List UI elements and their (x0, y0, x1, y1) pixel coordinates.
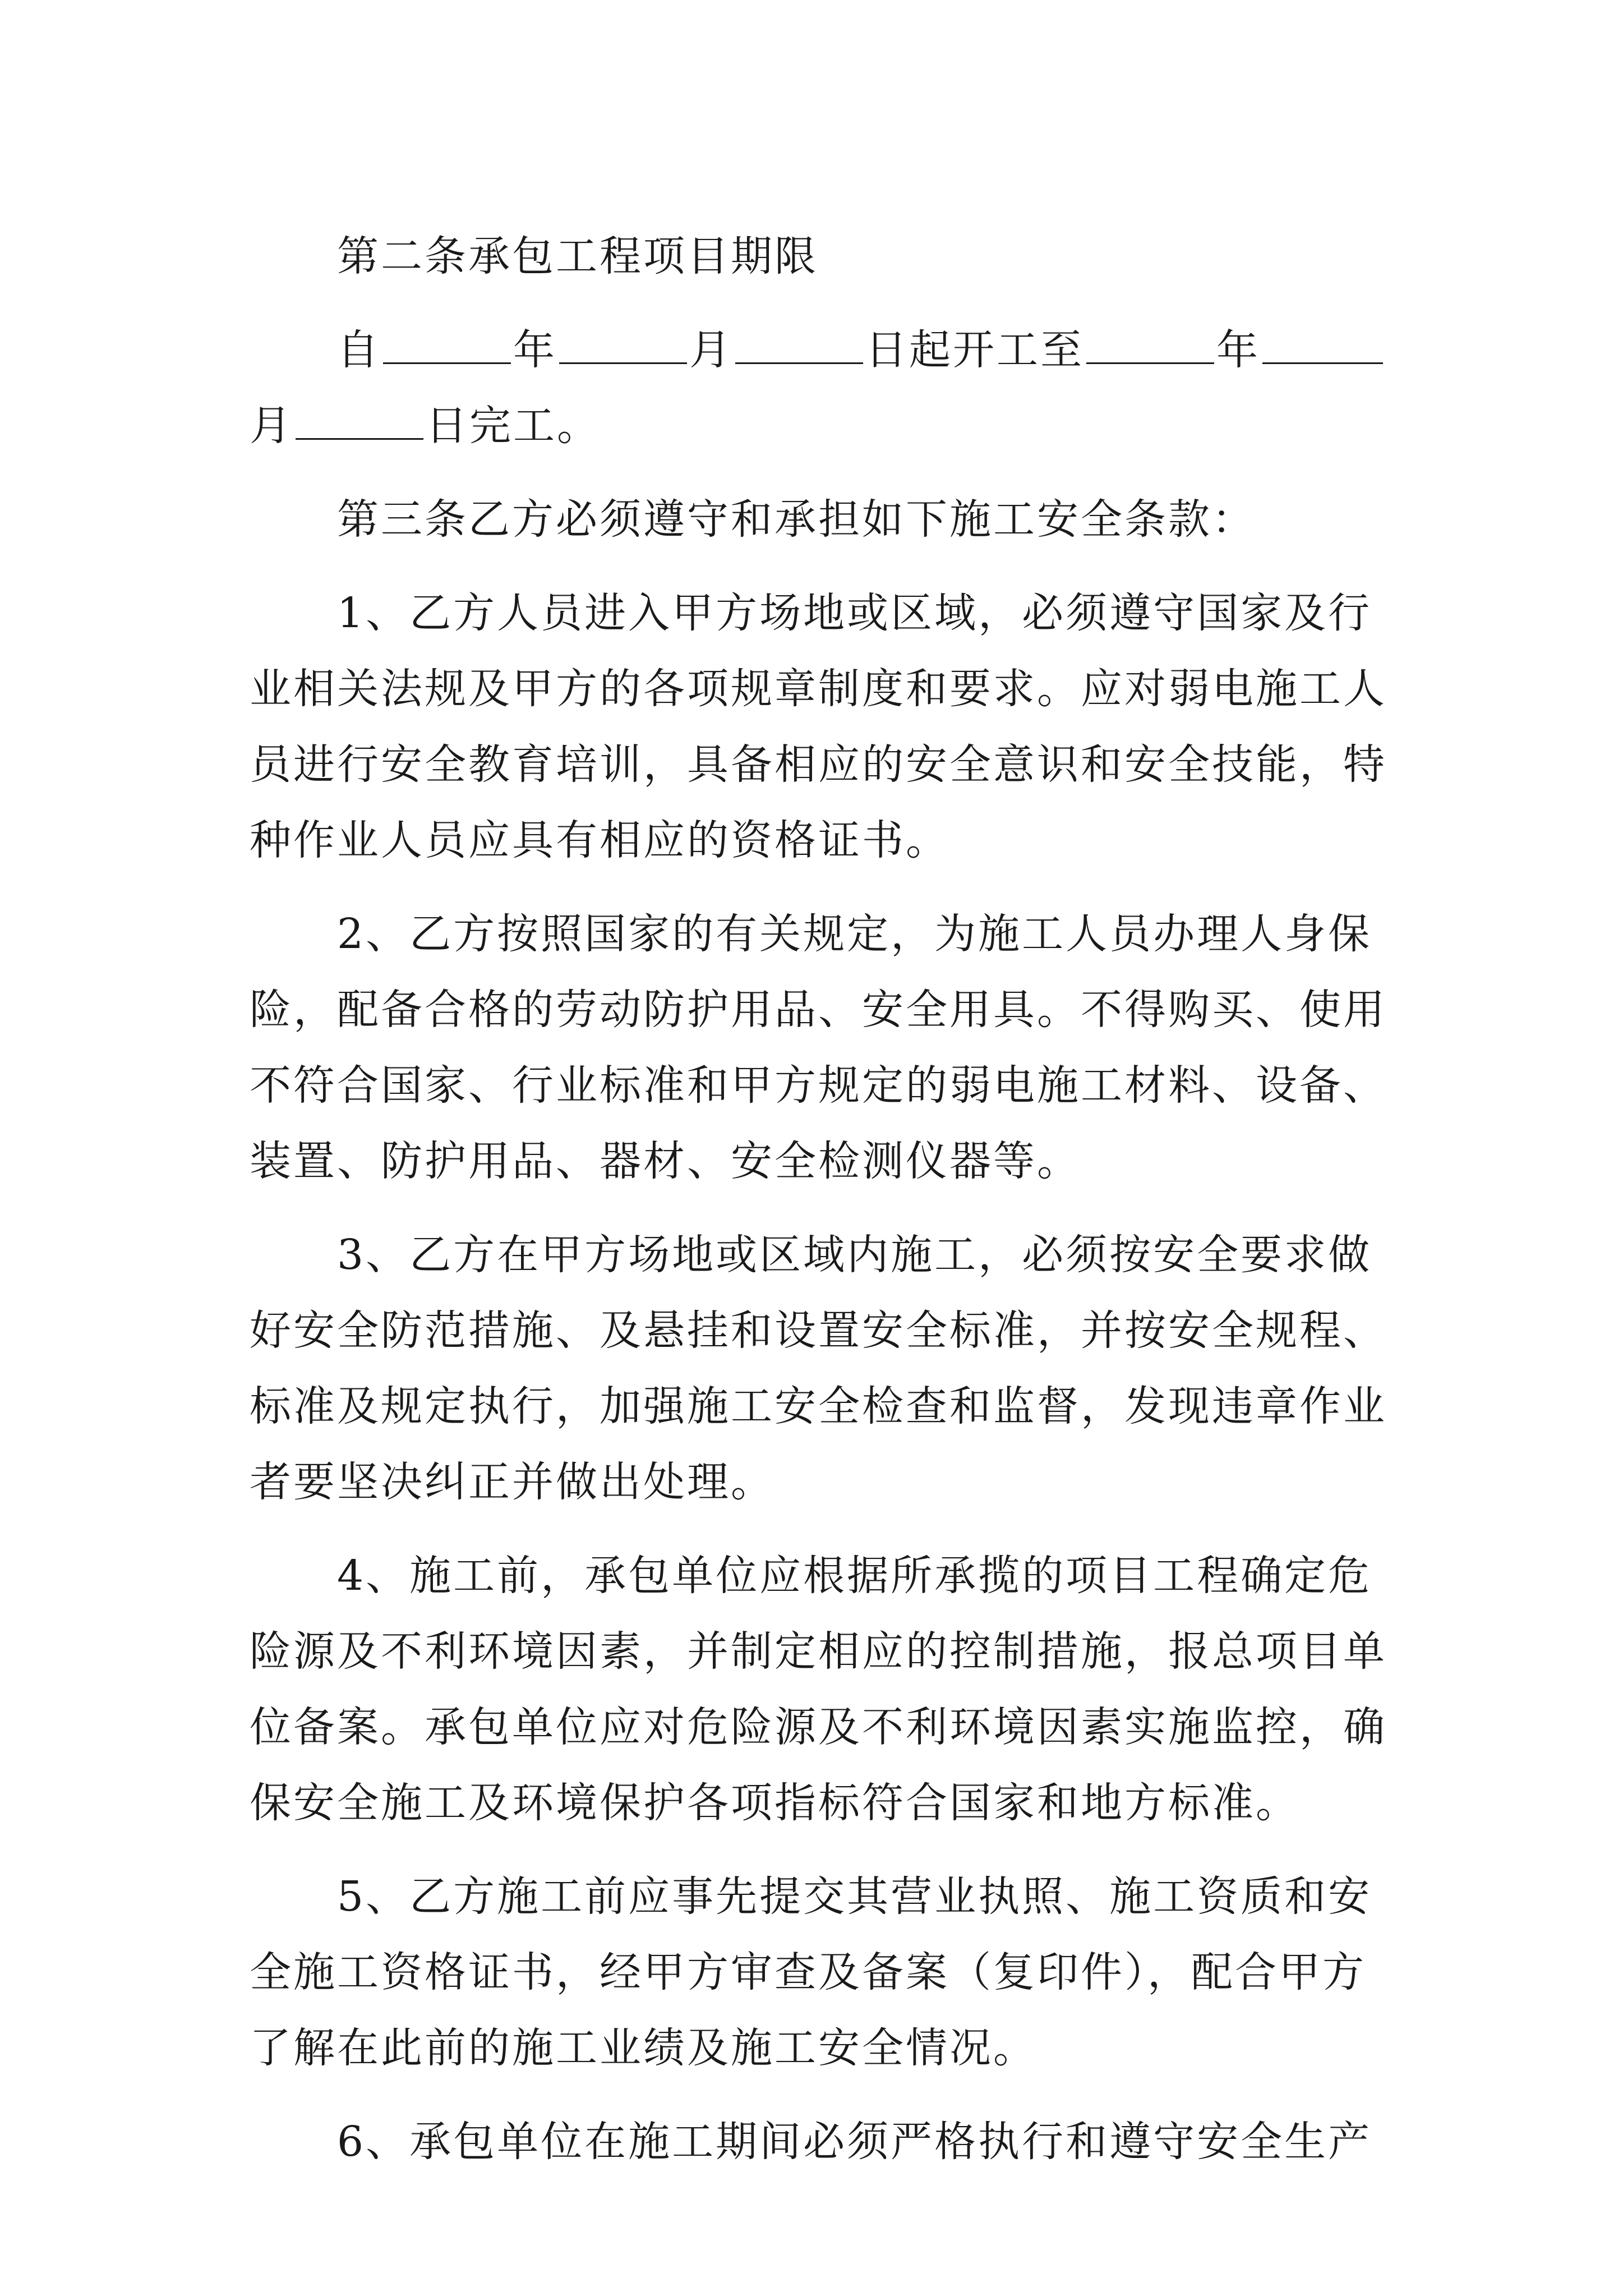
clause-line: 者要坚决纠正并做出处理。 (250, 1458, 774, 1506)
clause-line: 了解在此前的施工业绩及施工安全情况。 (250, 2024, 1037, 2072)
clause-line: 4、施工前，承包单位应根据所承揽的项目工程确定危 (337, 1552, 1372, 1600)
article-2-date-paragraph (250, 312, 1394, 464)
clause-line: 3、乙方在甲方场地或区域内施工，必须按安全要求做 (337, 1231, 1372, 1279)
start-day-label: 日起开工至 (865, 326, 1084, 374)
clause-line: 2、乙方按照国家的有关规定，为施工人员办理人身保 (337, 910, 1372, 958)
clause-line: 5、乙方施工前应事先提交其营业执照、施工资质和安 (337, 1872, 1372, 1921)
clause-line: 业相关法规及甲方的各项规章制度和要求。应对弱电施工人 (250, 665, 1387, 713)
article-3-heading-text: 第三条乙方必须遵守和承担如下施工安全条款： (337, 495, 1256, 544)
clause-item-6 (250, 2104, 1394, 2180)
clause-item-4 (250, 1538, 1394, 1841)
end-month-label: 月 (250, 402, 293, 450)
clause-item-3 (250, 1217, 1394, 1520)
clause-line: 好安全防范措施、及悬挂和设置安全标准，并按安全规程、 (250, 1306, 1387, 1355)
date-start-prefix: 自 (337, 326, 381, 374)
end-month-blank (1262, 321, 1383, 364)
clause-line: 险，配备合格的劳动防护用品、安全用具。不得购买、使用 (250, 986, 1387, 1034)
end-year-label: 年 (1216, 326, 1260, 374)
start-year-label: 年 (513, 326, 557, 374)
start-day-blank (735, 321, 863, 364)
end-day-label: 日完工。 (426, 402, 601, 450)
clause-line: 全施工资格证书，经甲方审查及备案（复印件），配合甲方 (250, 1948, 1366, 1996)
article-2-heading-text: 第二条承包工程项目期限 (337, 232, 818, 280)
article-3-heading (250, 482, 1394, 558)
date-line-1 (250, 312, 1394, 388)
start-year-blank (383, 321, 511, 364)
article-2-heading (250, 219, 1394, 295)
clause-item-1 (250, 576, 1394, 878)
clause-line: 员进行安全教育培训，具备相应的安全意识和安全技能，特 (250, 740, 1387, 789)
clause-line: 装置、防护用品、器材、安全检测仪器等。 (250, 1137, 1081, 1185)
clause-line: 标准及规定执行，加强施工安全检查和监督，发现违章作业 (250, 1382, 1387, 1430)
clause-line: 不符合国家、行业标准和甲方规定的弱电施工材料、设备、 (250, 1061, 1387, 1110)
clause-line: 位备案。承包单位应对危险源及不利环境因素实施监控，确 (250, 1703, 1387, 1751)
end-year-blank (1086, 321, 1214, 364)
clause-line: 6、承包单位在施工期间必须严格执行和遵守安全生产 (337, 2118, 1372, 2166)
start-month-label: 月 (689, 326, 733, 374)
clause-item-2 (250, 896, 1394, 1199)
clause-line: 种作业人员应具有相应的资格证书。 (250, 816, 949, 864)
clause-line: 险源及不利环境因素，并制定相应的控制措施，报总项目单 (250, 1627, 1387, 1676)
clause-line: 保安全施工及环境保护各项指标符合国家和地方标准。 (250, 1779, 1299, 1827)
document-body (250, 219, 1394, 2180)
clause-item-5 (250, 1859, 1394, 2086)
date-line-2 (250, 388, 1394, 464)
end-day-blank (296, 397, 423, 440)
start-month-blank (559, 321, 687, 364)
clause-line: 1、乙方人员进入甲方场地或区域，必须遵守国家及行 (337, 589, 1372, 637)
